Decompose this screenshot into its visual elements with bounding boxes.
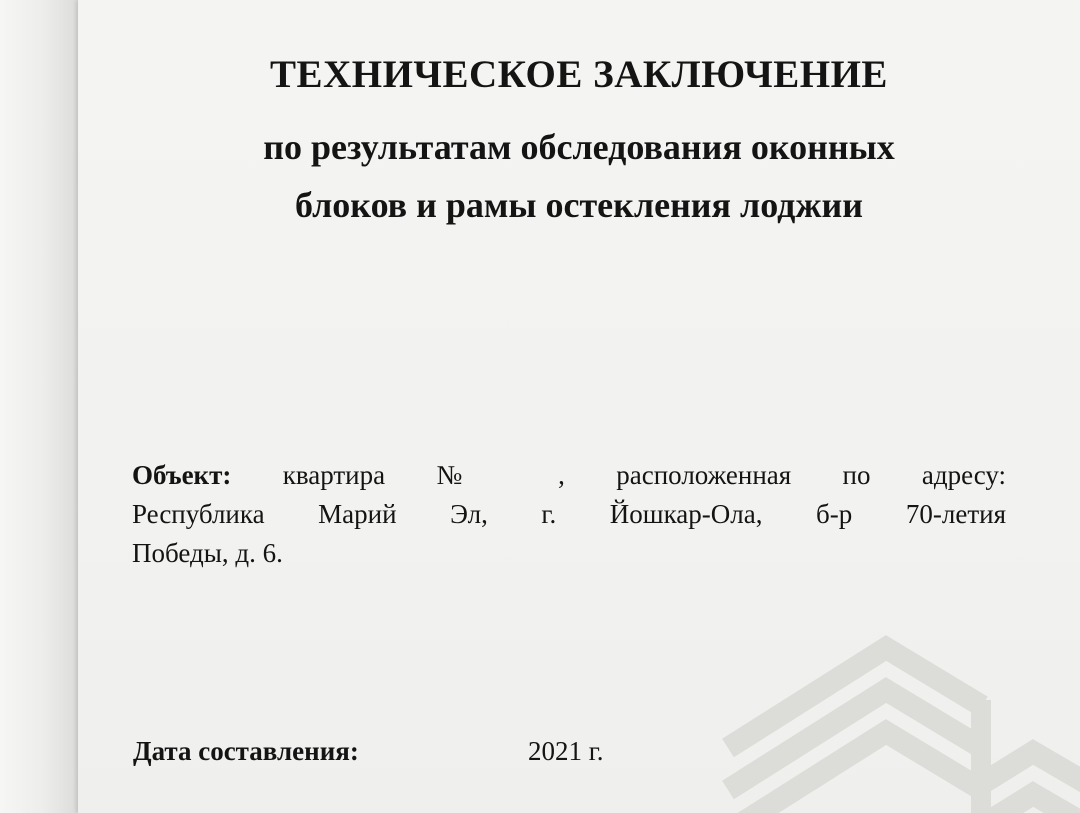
- object-label: Объект:: [132, 460, 232, 490]
- object-paragraph: [132, 456, 1006, 573]
- object-line-3: Победы, д. 6.: [132, 538, 283, 568]
- object-line-2: Республика Марий Эл, г. Йошкар-Ола, б-р 70-летия: [132, 499, 1006, 529]
- date-line: [133, 731, 733, 771]
- document-subtitle: [78, 118, 1080, 234]
- document-title: ТЕХНИЧЕСКОЕ ЗАКЛЮЧЕНИЕ: [270, 53, 888, 96]
- subtitle-line-1: по результатам обследования оконных: [263, 127, 895, 167]
- previous-page-edge: [0, 0, 78, 813]
- subtitle-line-2: блоков и рамы остекления лоджии: [295, 185, 863, 225]
- date-label: Дата составления:: [133, 736, 359, 766]
- document-page: [78, 0, 1080, 813]
- object-line-1: [132, 456, 1006, 495]
- object-line-1-text: квартира № , расположенная по адресу:: [282, 460, 1007, 490]
- date-value: 2021 г.: [528, 736, 604, 766]
